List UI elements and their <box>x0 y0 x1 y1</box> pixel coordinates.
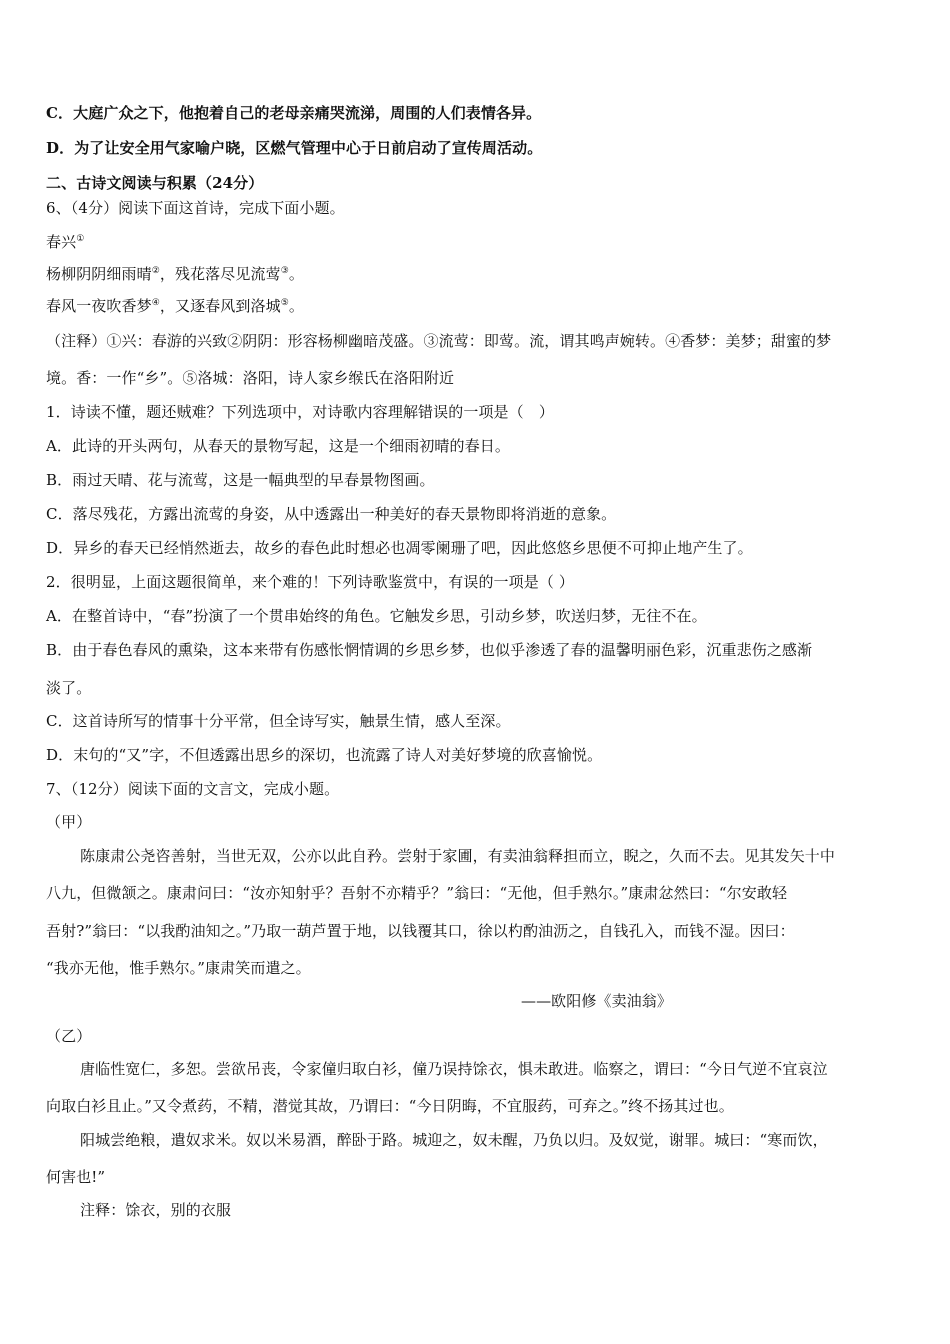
question-2-option-b-line-1: B．由于春色春风的熏染，这本来带有伤感怅惘情调的乡思乡梦，也似乎渗透了春的温馨明丽色彩，沉重悲伤之感渐 <box>46 641 813 659</box>
option-c-sentence: C．大庭广众之下，他抱着自己的老母亲痛哭流涕，周围的人们表情各异。 <box>46 104 542 122</box>
poem-line-1: 杨柳阴阴细雨晴②，残花落尽见流莺③。 <box>46 265 304 283</box>
passage-jia-source: ——欧阳修《卖油翁》 <box>520 992 672 1010</box>
passage-jia-line-3: 吾射?”翁曰：“以我酌油知之。”乃取一葫芦置于地，以钱覆其口，徐以杓酌油沥之，自钱孔入，而钱不湿。因曰： <box>46 922 795 940</box>
question-6-prompt: 6、（4分）阅读下面这首诗，完成下面小题。 <box>46 199 345 217</box>
poem-notes-line-1: （注释）①兴：春游的兴致②阴阴：形容杨柳幽暗茂盛。③流莺：即莺。流，谓其鸣声婉转。④香梦：美梦；甜蜜的梦 <box>46 332 832 350</box>
passage-yi-line-1: 唐临性宽仁，多恕。尝欲吊丧，令家僮归取白衫，僮乃误持馀衣，惧未敢进。临察之，谓曰：“今日气逆不宜哀泣 <box>80 1060 828 1078</box>
option-d-sentence: D．为了让安全用气家喻户晓，区燃气管理中心于日前启动了宣传周活动。 <box>46 139 543 157</box>
question-1-option-d: D．异乡的春天已经悄然逝去，故乡的春色此时想必也凋零阑珊了吧，因此悠悠乡思便不可抑止地产生了。 <box>46 539 753 557</box>
passage-yi-label: （乙） <box>46 1027 92 1045</box>
question-2: 2．很明显，上面这题很简单，来个难的！下列诗歌鉴赏中，有误的一项是（ ） <box>46 573 574 591</box>
question-1-option-c: C．落尽残花，方露出流莺的身姿，从中透露出一种美好的春天景物即将消逝的意象。 <box>46 505 617 523</box>
question-1-option-a: A．此诗的开头两句，从春天的景物写起，这是一个细雨初晴的春日。 <box>46 437 510 455</box>
passage-yi-line-4: 何害也!” <box>46 1168 106 1186</box>
passage-yi-note: 注释：馀衣，别的衣服 <box>80 1201 232 1219</box>
question-1: 1．诗读不懂，题还贼难？下列选项中，对诗歌内容理解错误的一项是（ ） <box>46 403 554 421</box>
passage-jia-line-1: 陈康肃公尧咨善射，当世无双，公亦以此自矜。尝射于家圃，有卖油翁释担而立，睨之，久而不去。见其发矢十中 <box>80 847 836 865</box>
passage-jia-line-4: “我亦无他，惟手熟尔。”康肃笑而遣之。 <box>46 959 311 977</box>
passage-yi-line-2: 向取白衫且止。”又令煮药，不精，潜觉其故，乃谓曰：“今日阴晦，不宜服药，可弃之。”终不扬其过也。 <box>46 1097 734 1115</box>
section-heading-2: 二、古诗文阅读与积累（24分） <box>46 174 264 192</box>
passage-jia-line-2: 八九，但微颔之。康肃问曰：“汝亦知射乎？吾射不亦精乎？”翁曰：“无他，但手熟尔。”康肃忿然曰：“尔安敢轻 <box>46 884 788 902</box>
question-2-option-c: C．这首诗所写的情事十分平常，但全诗写实，触景生情，感人至深。 <box>46 712 511 730</box>
question-2-option-d: D．末句的“又”字，不但透露出思乡的深切，也流露了诗人对美好梦境的欣喜愉悦。 <box>46 746 603 764</box>
poem-line-2: 春风一夜吹香梦④，又逐春风到洛城⑤。 <box>46 297 304 315</box>
passage-jia-label: （甲） <box>46 813 92 831</box>
question-2-option-a: A．在整首诗中，“春”扮演了一个贯串始终的角色。它触发乡思，引动乡梦，吹送归梦，无往不在。 <box>46 607 707 625</box>
poem-notes-line-2: 境。香：一作“乡”。⑤洛城：洛阳，诗人家乡缑氏在洛阳附近 <box>46 369 455 387</box>
question-1-option-b: B．雨过天晴、花与流莺，这是一幅典型的早春景物图画。 <box>46 471 435 489</box>
question-7-prompt: 7、（12分）阅读下面的文言文，完成小题。 <box>46 780 340 798</box>
poem-title: 春兴① <box>46 233 85 251</box>
passage-yi-line-3: 阳城尝绝粮，遣奴求米。奴以米易酒，醉卧于路。城迎之，奴未醒，乃负以归。及奴觉，谢罪。城曰：“寒而饮， <box>80 1131 828 1149</box>
question-2-option-b-line-2: 淡了。 <box>46 679 92 697</box>
